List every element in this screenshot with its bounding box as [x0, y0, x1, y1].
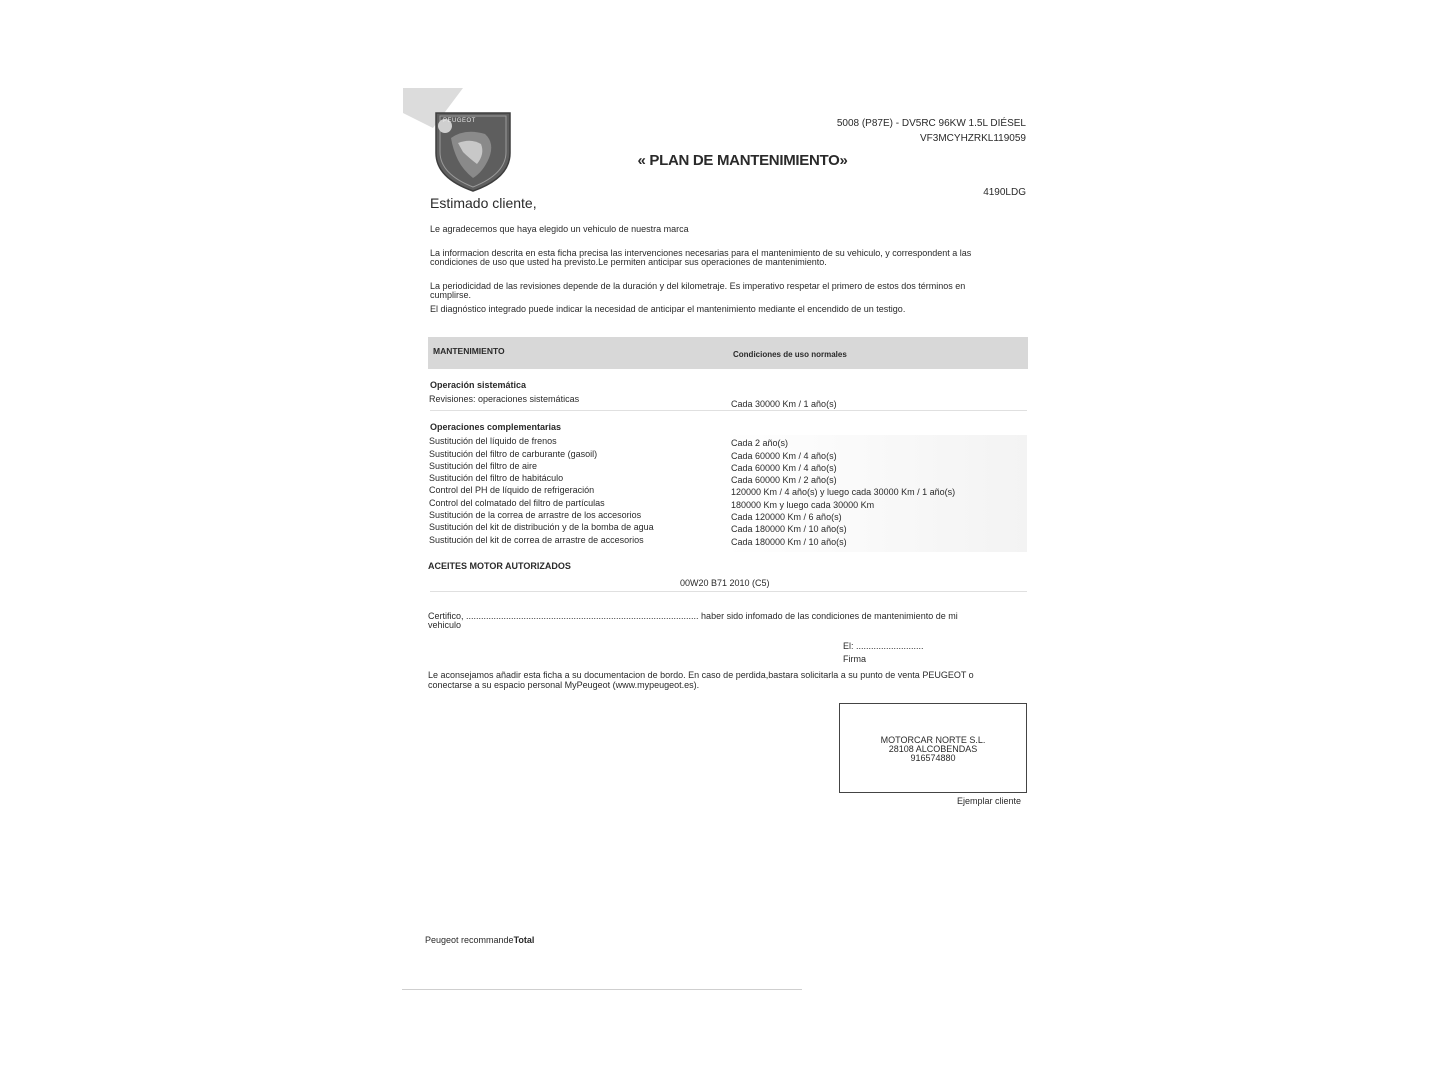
section-title-complementary: Operaciones complementarias: [430, 422, 562, 432]
dealer-address: 28108 ALCOBENDAS: [888, 744, 978, 754]
section-title-systematic: Operación sistemática: [430, 380, 527, 390]
operation-label: Sustitución del filtro de carburante (gasoil): [429, 448, 598, 459]
condition-value: 180000 Km y luego cada 30000 Km: [731, 499, 875, 510]
license-plate: 4190LDG: [983, 187, 1026, 198]
table-row: [429, 472, 1027, 484]
certification-line-2: vehiculo: [428, 620, 462, 630]
table-row: [429, 435, 1027, 447]
condition-value: Cada 120000 Km / 6 año(s): [731, 511, 842, 522]
advice-line2: conectarse a su espacio personal MyPeugeot (www.mypeugeot.es).: [428, 680, 700, 690]
divider: [430, 410, 1027, 411]
paragraph-info-line1: La informacion descrita en esta ficha precisa las intervenciones necesarias para el mantenimiento de su vehiculo, y correspondent a las: [430, 248, 972, 258]
operation-label: Revisiones: operaciones sistemáticas: [429, 394, 580, 404]
condition-value: Cada 60000 Km / 4 año(s): [731, 450, 837, 461]
operation-label: Sustitución del filtro de habitáculo: [429, 473, 564, 483]
operation-label: Control del PH de líquido de refrigeración: [429, 485, 595, 496]
operation-label: Sustitución del kit de correa de arrastre de accesorios: [429, 534, 644, 545]
table-row: [429, 484, 1027, 496]
operation-label: Sustitución del kit de distribución y de la bomba de agua: [429, 522, 654, 533]
footer-brand: [425, 935, 534, 945]
paragraph-info-line2: condiciones de uso que usted ha previsto.Le permiten anticipar sus operaciones de mantenimiento.: [430, 257, 827, 267]
column-header-maintenance: MANTENIMIENTO: [433, 346, 505, 356]
table-row: [429, 460, 1027, 472]
footer-brand-suffix: Total: [513, 935, 535, 945]
paragraph-thanks: Le agradecemos que haya elegido un vehiculo de nuestra marca: [430, 224, 689, 234]
logo-wordmark: PEUGEOT: [443, 118, 476, 124]
copy-label: Ejemplar cliente: [957, 796, 1022, 806]
vin-number: VF3MCYHZRKL119059: [920, 133, 1026, 144]
table-header-bar: [428, 337, 1028, 369]
paragraph-diagnostic: El diagnóstico integrado puede indicar la necesidad de anticipar el mantenimiento mediante el encendido de un testigo.: [430, 304, 906, 314]
certification-line: Certifico, ............................................................................................. haber sido infomado de las condiciones de mantenimiento de mi: [428, 611, 958, 621]
table-row: [429, 509, 1027, 521]
dealer-phone: 916574880: [910, 753, 956, 763]
operation-label: Control del colmatado del filtro de partículas: [429, 497, 605, 508]
column-header-conditions: Condiciones de uso normales: [733, 350, 847, 359]
oil-spec: 00W20 B71 2010 (C5): [680, 578, 770, 588]
condition-value: 120000 Km / 4 año(s) y luego cada 30000 Km / 1 año(s): [731, 487, 956, 498]
oils-title: ACEITES MOTOR AUTORIZADOS: [428, 561, 571, 571]
condition-value: Cada 60000 Km / 4 año(s): [731, 462, 837, 473]
table-row: [429, 534, 1027, 546]
advice-line1: Le aconsejamos añadir esta ficha a su documentacion de bordo. En caso de perdida,bastara solicitarla a su punto de venta PEUGEOT o: [428, 670, 974, 680]
condition-value: Cada 2 año(s): [731, 438, 789, 448]
page-bottom-rule: [402, 989, 802, 990]
table-row: [429, 448, 1027, 460]
footer-brand-prefix: Peugeot recommande: [425, 935, 514, 945]
condition-value: Cada 30000 Km / 1 año(s): [731, 399, 837, 409]
vehicle-model: 5008 (P87E) - DV5RC 96KW 1.5L DIÉSEL: [836, 118, 1026, 129]
operation-label: Sustitución de la correa de arrastre de los accesorios: [429, 509, 642, 520]
condition-value: Cada 180000 Km / 10 año(s): [731, 536, 847, 547]
signature-label: Firma: [843, 654, 866, 664]
dealer-name: MOTORCAR NORTE S.L.: [880, 735, 986, 745]
table-row: [429, 393, 1027, 409]
greeting: Estimado cliente,: [430, 195, 537, 211]
date-field: El: ...........................: [843, 641, 924, 651]
page-title: « PLAN DE MANTENIMIENTO»: [637, 152, 848, 169]
paragraph-periodicity-line1: La periodicidad de las revisiones depende de la duración y del kilometraje. Es imperativo respetar el primero de estos dos términos en: [430, 281, 966, 291]
divider: [430, 591, 1027, 592]
paragraph-periodicity-line2: cumplirse.: [430, 290, 472, 300]
peugeot-logo: [403, 88, 513, 193]
table-row: [429, 521, 1027, 533]
condition-value: Cada 60000 Km / 2 año(s): [731, 475, 837, 485]
condition-value: Cada 180000 Km / 10 año(s): [731, 524, 847, 535]
operation-label: Sustitución del filtro de aire: [429, 460, 538, 471]
table-row: [429, 497, 1027, 509]
operation-label: Sustitución del líquido de frenos: [429, 436, 557, 446]
lion-shield-icon: [403, 88, 513, 193]
